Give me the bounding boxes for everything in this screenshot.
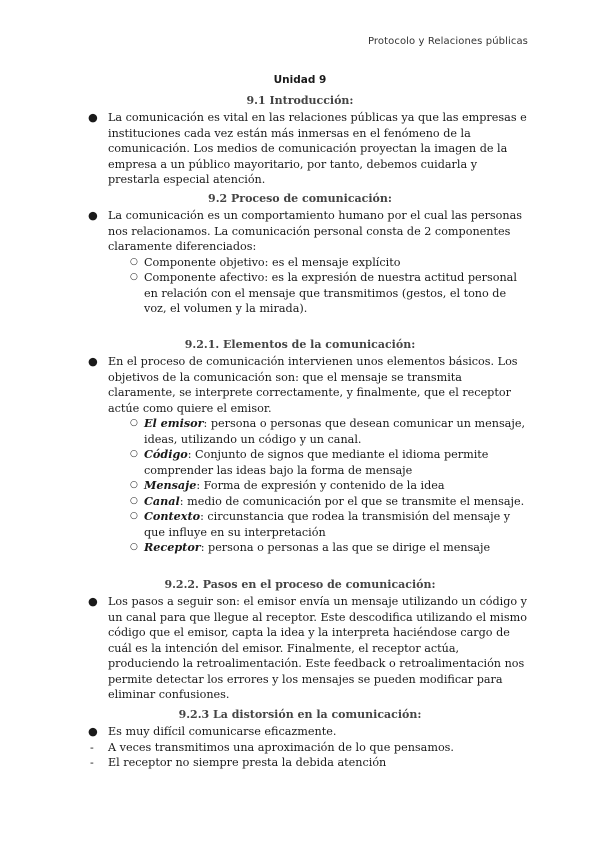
section-process-body	[88, 208, 528, 317]
element-definition: : circunstancia que rodea la transmisión del mensaje y que influye en su interpretación	[144, 510, 511, 539]
bullet-item	[88, 594, 528, 703]
sub-bullet-marker: ○	[130, 256, 138, 267]
unit-title: Unidad 9	[273, 74, 327, 86]
element-term: Canal	[144, 493, 180, 508]
sub-bullet-item	[88, 255, 528, 271]
element-item-contexto	[88, 509, 528, 540]
sub-bullet-marker: ○	[130, 511, 138, 521]
bullet-item	[88, 208, 528, 255]
bullet-marker: ●	[88, 725, 98, 738]
element-definition: : Forma de expresión y contenido de la idea	[196, 479, 445, 492]
bullet-text: La comunicación es vital en las relaciones públicas ya que las empresas e instituciones cada vez están más inmersas en el fenómeno de la comunicación. Los medios de comunicación proyectan la imagen de la empresa a un público mayoritario, por tanto, debemos cuidarla y prestarla especial atención.	[108, 111, 527, 186]
dash-item	[88, 740, 528, 756]
dash-marker: -	[90, 756, 94, 769]
element-term: Receptor	[144, 540, 201, 554]
bullet-text: La comunicación es un comportamiento humano por el cual las personas nos relacionamos. La comunicación personal consta de 2 componentes claramente diferenciados:	[108, 209, 523, 253]
section-title-pasos: 9.2.2. Pasos en el proceso de comunicación:	[164, 578, 436, 591]
bullet-marker: ●	[88, 355, 98, 368]
section-steps-body	[88, 594, 528, 703]
sub-bullet-marker: ○	[130, 449, 138, 459]
bullet-text: Es muy difícil comunicarse eficazmente.	[108, 725, 337, 738]
bullet-item	[88, 110, 528, 188]
bullet-marker: ●	[88, 209, 98, 222]
sub-bullet-text: Componente afectivo: es la expresión de nuestra actitud personal en relación con el mensaje que transmitimos (gestos, el tono de voz, el volumen y la mirada).	[144, 271, 517, 315]
element-item-codigo	[88, 447, 528, 478]
section-title-distorsion: 9.2.3 La distorsión en la comunicación:	[178, 708, 422, 721]
dash-item	[88, 755, 528, 771]
sub-bullet-marker: ○	[130, 272, 138, 282]
element-term: Mensaje	[144, 478, 197, 492]
section-intro-body	[88, 110, 528, 188]
dash-marker: -	[90, 740, 94, 754]
element-definition: : medio de comunicación por el que se transmite el mensaje.	[179, 494, 525, 508]
element-item-canal	[88, 494, 528, 510]
sub-bullet-marker: ○	[130, 495, 138, 506]
sub-bullet-text: Componente objetivo: es el mensaje explícito	[144, 255, 401, 269]
bullet-item	[88, 354, 528, 416]
bullet-text: Los pasos a seguir son: el emisor envía un mensaje utilizando un código y un canal para que llegue al receptor. Este descodifica utilizando el mismo código que el emisor, capta la idea y la interpreta haciéndose cargo de cuál es la intención del emisor. Finalmente, el receptor actúa, produciendo la retroalimentación. Este feedback o retroalimentación nos permite detectar los errores y los mensajes se pueden modificar para eliminar confusiones.	[108, 595, 528, 701]
sub-bullet-marker: ○	[130, 418, 138, 428]
sub-bullet-item	[88, 270, 528, 317]
bullet-marker: ●	[88, 595, 98, 608]
element-term: El emisor	[144, 416, 204, 430]
section-title-elementos: 9.2.1. Elementos de la comunicación:	[184, 338, 416, 351]
sub-bullet-marker: ○	[130, 542, 138, 552]
element-term: Código	[144, 447, 188, 461]
section-title-introduccion: 9.1 Introducción:	[246, 94, 354, 107]
section-elements-body	[88, 354, 528, 556]
dash-text: A veces transmitimos una aproximación de lo que pensamos.	[108, 740, 454, 754]
element-definition: : persona o personas que desean comunicar un mensaje, ideas, utilizando un código y un canal.	[144, 417, 525, 446]
dash-text: El receptor no siempre presta la debida atención	[108, 756, 387, 769]
section-distortion-body	[88, 724, 528, 771]
bullet-item	[88, 724, 528, 740]
element-term: Contexto	[144, 509, 201, 523]
sub-bullet-marker: ○	[130, 480, 138, 490]
bullet-marker: ●	[88, 111, 98, 124]
running-header: Protocolo y Relaciones públicas	[367, 36, 528, 47]
element-definition: : Conjunto de signos que mediante el idioma permite comprender las ideas bajo la forma de mensaje	[144, 448, 489, 477]
bullet-text: En el proceso de comunicación intervienen unos elementos básicos. Los objetivos de la comunicación son: que el mensaje se transmita claramente, se interprete correctamente, y finalmente, que el receptor actúe como quiere el emisor.	[108, 355, 518, 415]
element-item-emisor	[88, 416, 528, 447]
element-item-receptor	[88, 540, 528, 556]
section-title-proceso: 9.2 Proceso de comunicación:	[208, 192, 392, 205]
element-item-mensaje	[88, 478, 528, 494]
element-definition: : persona o personas a las que se dirige el mensaje	[200, 541, 491, 554]
